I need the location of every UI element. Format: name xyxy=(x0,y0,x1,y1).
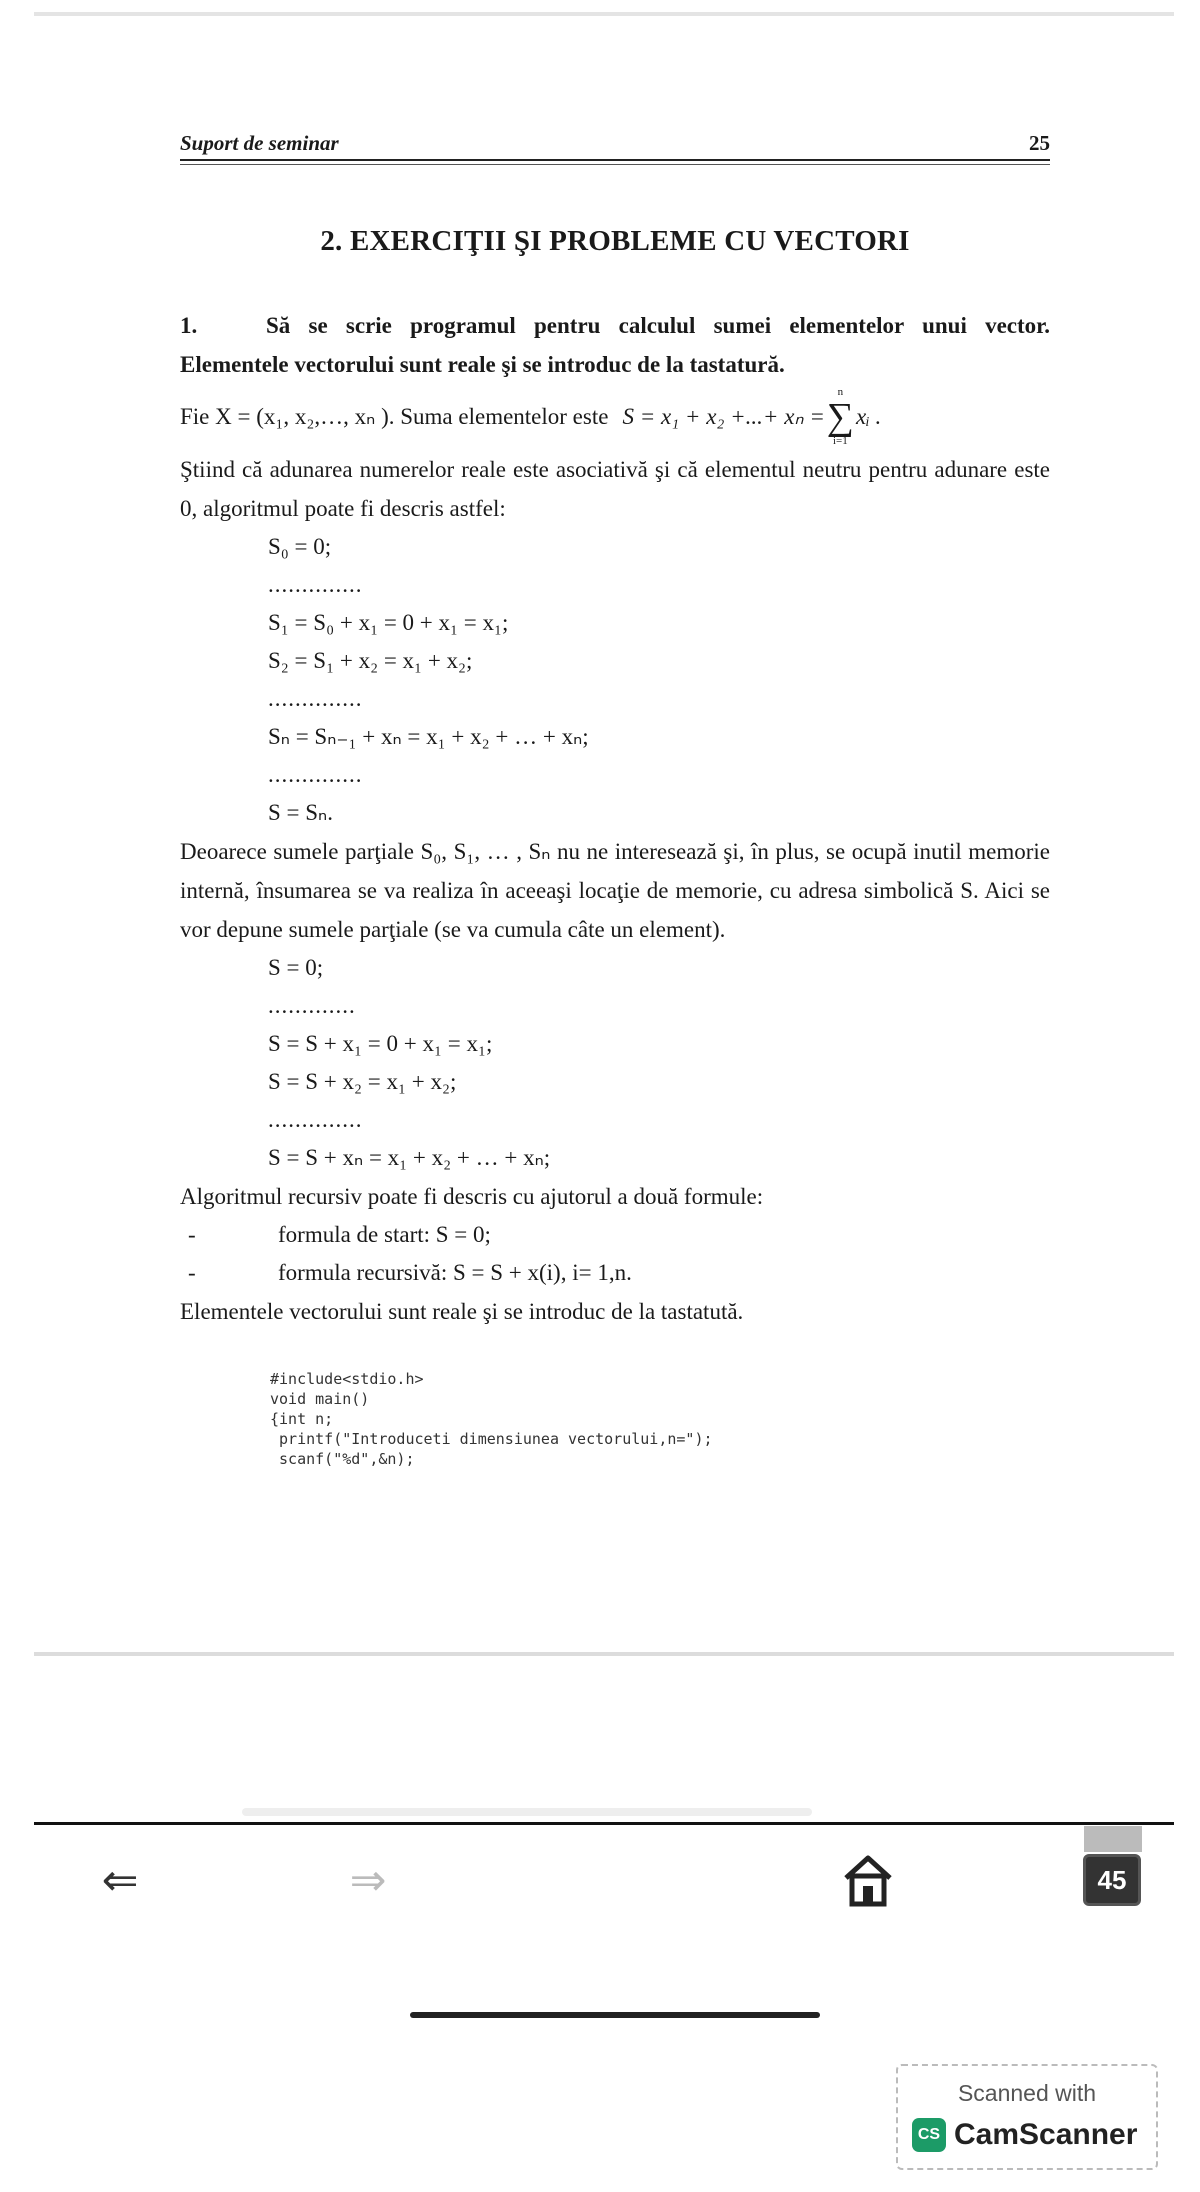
code-line: void main() xyxy=(270,1390,370,1408)
sigma-icon: ∑ xyxy=(826,396,854,438)
code-line: {int n; xyxy=(270,1410,334,1428)
bullet-text: formula de start: S = 0; xyxy=(278,1222,491,1247)
header-title: Suport de seminar xyxy=(180,131,339,155)
forward-button[interactable] xyxy=(338,1850,398,1910)
back-button[interactable] xyxy=(90,1850,150,1910)
page-count-button[interactable] xyxy=(1082,1850,1142,1910)
algo-line: .............. xyxy=(268,762,363,787)
back-arrow-icon: ⇐ xyxy=(101,1854,139,1906)
sum-formula-rhs: xᵢ . xyxy=(855,404,882,429)
algo-line: S = S + xₙ = x₁ + x₂ + … + xₙ; xyxy=(268,1145,551,1170)
document-page xyxy=(180,126,1050,1469)
paragraph-input: Elementele vectorului sunt reale şi se introduc de la tastatută. xyxy=(180,1299,744,1324)
bullet-item xyxy=(180,1254,1050,1292)
algo-line: .............. xyxy=(268,1107,363,1132)
watermark-caption: Scanned with xyxy=(957,2080,1097,2106)
navbar-divider xyxy=(34,1822,1174,1825)
home-indicator[interactable] xyxy=(410,2012,820,2018)
paragraph-recursive: Algoritmul recursiv poate fi descris cu ajutorul a două formule: xyxy=(180,1184,764,1209)
bullet-dash: - xyxy=(188,1222,196,1247)
code-line: printf("Introduceti dimensiunea vectorului,n="); xyxy=(270,1430,713,1448)
problem-statement xyxy=(180,306,1050,384)
algo-line: S = S + x₂ = x₁ + x₂; xyxy=(268,1069,457,1094)
algo-line: S₂ = S₁ + x₂ = x₁ + x₂; xyxy=(268,648,473,673)
algo-line: .............. xyxy=(268,572,363,597)
sum-definition xyxy=(180,384,1050,450)
algo-line: S = Sₙ. xyxy=(268,800,333,825)
page-badge-tab xyxy=(1084,1826,1142,1852)
header-rule-thin xyxy=(180,164,1050,165)
chapter-title: 2. EXERCIŢII ŞI PROBLEME CU VECTORI xyxy=(320,225,910,257)
sum-formula-lhs: S = x₁ + x₂ +...+ xₙ = xyxy=(622,404,825,429)
paragraph-associativity: Ştiind că adunarea numerelor reale este asociativă şi că elementul neutru pentru adunare este 0, algoritmul poate fi descris astfel: xyxy=(180,457,1050,521)
algo-line: S = S + x₁ = 0 + x₁ = x₁; xyxy=(268,1031,493,1056)
watermark-brand-name: CamScanner xyxy=(954,2118,1138,2151)
watermark-brand xyxy=(912,2118,1137,2152)
forward-arrow-icon: ⇒ xyxy=(349,1854,387,1906)
page-number: 25 xyxy=(1029,131,1050,155)
bullet-text: formula recursivă: S = S + x(i), i= 1,n. xyxy=(278,1260,632,1285)
algo-line: S₁ = S₀ + x₁ = 0 + x₁ = x₁; xyxy=(268,610,509,635)
sigma-lower: i=1 xyxy=(833,435,848,447)
code-line: scanf("%d",&n); xyxy=(270,1450,415,1468)
home-icon xyxy=(841,1852,895,1908)
sigma-symbol xyxy=(827,387,854,447)
algo-line: ............. xyxy=(268,993,356,1018)
bullet-dash: - xyxy=(188,1260,196,1285)
scan-top-edge xyxy=(34,12,1174,16)
running-header xyxy=(180,126,1050,156)
camscanner-logo-icon: CS xyxy=(912,2118,946,2152)
problem-text: Să se scrie programul pentru calculul sumei elementelor unui vector. Elementele vectorului sunt reale şi se introduc de la tastatură. xyxy=(180,313,1050,377)
algo-line: Sₙ = Sₙ₋₁ + xₙ = x₁ + x₂ + … + xₙ; xyxy=(268,724,589,749)
scan-bottom-edge xyxy=(34,1652,1174,1656)
code-listing xyxy=(180,1369,1050,1469)
algorithm-accumulator xyxy=(180,949,1050,1177)
bullet-item xyxy=(180,1216,1050,1254)
scroll-indicator xyxy=(242,1808,812,1816)
sum-intro: Fie X = (x₁, x₂,…, xₙ ). Suma elementelor este xyxy=(180,404,609,429)
sum-formula xyxy=(622,387,881,447)
sigma-upper: n xyxy=(837,386,844,398)
code-line: #include<stdio.h> xyxy=(270,1370,424,1388)
camscanner-watermark xyxy=(896,2064,1158,2170)
header-rule xyxy=(180,159,1050,161)
algo-line: S = 0; xyxy=(268,955,324,980)
problem-number: 1. xyxy=(180,313,198,338)
paragraph-memory: Deoarece sumele parţiale S₀, S₁, … , Sₙ nu ne interesează şi, în plus, se ocupă inutil memorie internă, însumarea se va realiza în aceeaşi locaţie de memorie, cu adresa simbolică S. Aici se vor depune sumele parţiale (se va cumula câte un element). xyxy=(180,839,1050,942)
page-count-badge: 45 xyxy=(1083,1854,1141,1906)
algo-line: .............. xyxy=(268,686,363,711)
algo-line: S₀ = 0; xyxy=(268,534,332,559)
algorithm-partial-sums xyxy=(180,528,1050,832)
home-button[interactable] xyxy=(838,1850,898,1910)
